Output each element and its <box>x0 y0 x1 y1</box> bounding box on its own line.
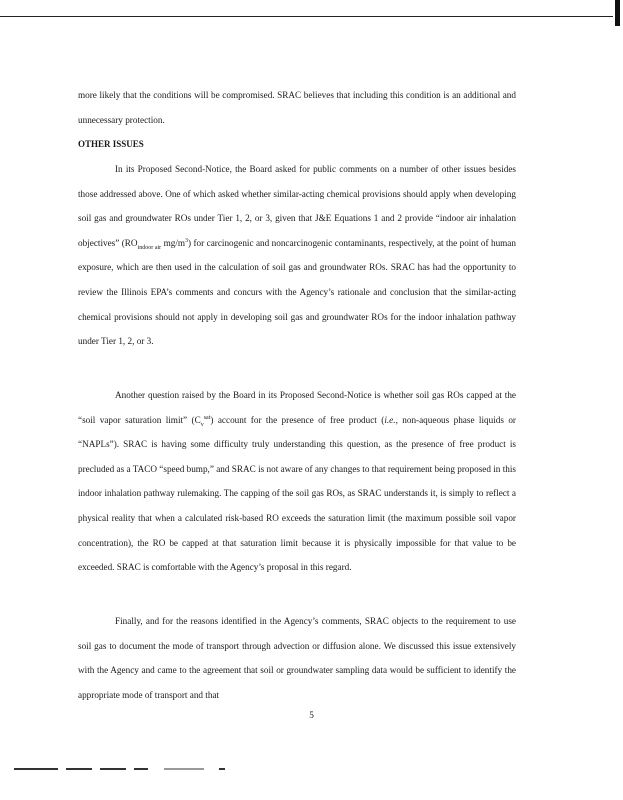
para2-superscript: sat <box>203 414 211 421</box>
para1-text-b: mg/m <box>161 237 186 248</box>
para2-text-b: ) account for the presence of free product ( <box>210 414 385 425</box>
para1-subscript: indoor air <box>137 244 162 251</box>
page-number: 5 <box>309 710 314 720</box>
para2-subscript: v <box>200 421 204 428</box>
scan-artifact-dashes <box>14 768 614 771</box>
paragraph-saturation-limit <box>78 383 516 580</box>
paragraph-transport-mode: Finally, and for the reasons identified in the Agency’s comments, SRAC objects to the requirement to use soil gas to document the mode of transport through advection or diffusion alone. We discussed this issue extensively with the Agency and came to the agreement that soil or groundwater sampling data would be sufficient to identify the appropriate mode of transport and that <box>78 616 516 700</box>
para1-superscript: 3 <box>185 237 189 244</box>
para2-italic: i.e. <box>384 414 396 425</box>
dash <box>134 768 148 770</box>
continuation-paragraph: more likely that the conditions will be compromised. SRAC believes that including this condition is an additional and unnecessary protection. <box>78 90 516 125</box>
dash <box>14 768 58 770</box>
dash <box>66 768 92 770</box>
para2-text-c: , non-aqueous phase liquids or “NAPLs”). SRAC is having some difficulty truly understanding this question, as the presence of free product is precluded as a TACO “speed bump,” and SRAC is not aware of any changes to that requirement being proposed in this indoor inhalation pathway rulemaking. The capping of the soil gas ROs, as SRAC understands it, is simply to reflect a physical reality that when a calculated risk-based RO exceeds the saturation limit (the maximum possible soil vapor concentration), the RO be capped at that saturation limit because it is physically impossible for that value to be exceeded. SRAC is comfortable with the Agency’s proposal in this regard. <box>78 414 516 573</box>
para2-text-a: Another question raised by the Board in its Proposed Second-Notice is whether soil gas ROs capped at the “soil vapor saturation limit” (C <box>78 390 516 425</box>
dash <box>219 768 225 770</box>
dash <box>100 768 126 770</box>
page-top-border <box>0 16 613 17</box>
paragraph-similar-acting <box>78 157 516 354</box>
para1-text-c: ) for carcinogenic and noncarcinogenic contaminants, respectively, at the point of human exposure, which are then used in the calculation of soil gas and groundwater ROs. SRAC has had the opportunity to review the Illinois EPA’s comments and concurs with the Agency’s rationale and conclusion that the similar-acting chemical provisions should not apply in developing soil gas and groundwater ROs for the indoor inhalation pathway under Tier 1, 2, or 3. <box>78 237 516 347</box>
section-heading: OTHER ISSUES <box>78 139 144 149</box>
dash <box>164 768 204 770</box>
para1-text-a: In its Proposed Second-Notice, the Board asked for public comments on a number of other issues besides those addressed above. One of which asked whether similar-acting chemical provisions should apply when developing soil gas and groundwater ROs under Tier 1, 2, or 3, given that J&E Equations 1 and 2 provide “indoor air inhalation objectives” (RO <box>78 164 516 248</box>
scan-corner-mark <box>615 0 620 26</box>
